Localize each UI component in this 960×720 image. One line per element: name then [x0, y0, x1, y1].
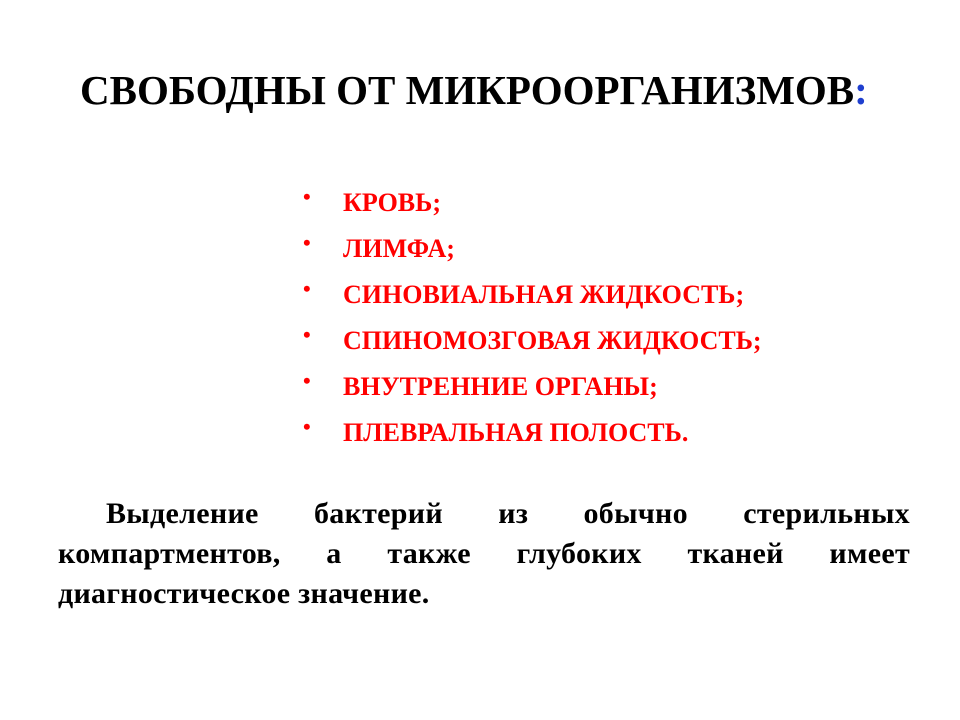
bullet-item — [303, 364, 762, 410]
bullet-text: ВНУТРЕННИЕ ОРГАНЫ; — [343, 372, 658, 401]
bullet-item — [303, 410, 762, 456]
bullet-item — [303, 226, 762, 272]
bullet-text: ПЛЕВРАЛЬНАЯ ПОЛОСТЬ. — [343, 418, 689, 447]
bullet-item — [303, 318, 762, 364]
bullet-text: ЛИМФА; — [343, 234, 455, 263]
bullet-item — [303, 180, 762, 226]
bullet-list — [303, 180, 762, 456]
slide-title — [80, 66, 920, 114]
bullet-dot-icon: • — [303, 414, 311, 439]
bullet-dot-icon: • — [303, 368, 311, 393]
title-text: СВОБОДНЫ ОТ МИКРООРГАНИЗМОВ — [80, 67, 855, 113]
bullet-dot-icon: • — [303, 322, 311, 347]
bullet-text: КРОВЬ; — [343, 188, 441, 217]
bullet-item — [303, 272, 762, 318]
title-colon: : — [854, 67, 868, 113]
bullet-text: СПИНОМОЗГОВАЯ ЖИДКОСТЬ; — [343, 326, 762, 355]
bullet-text: СИНОВИАЛЬНАЯ ЖИДКОСТЬ; — [343, 280, 745, 309]
body-paragraph: Выделение бактерий из обычно стерильных компартментов, а также глубоких тканей имеет диагностическое значение. — [58, 497, 910, 610]
bullet-dot-icon: • — [303, 184, 311, 209]
bullet-dot-icon: • — [303, 276, 311, 301]
bullet-dot-icon: • — [303, 230, 311, 255]
